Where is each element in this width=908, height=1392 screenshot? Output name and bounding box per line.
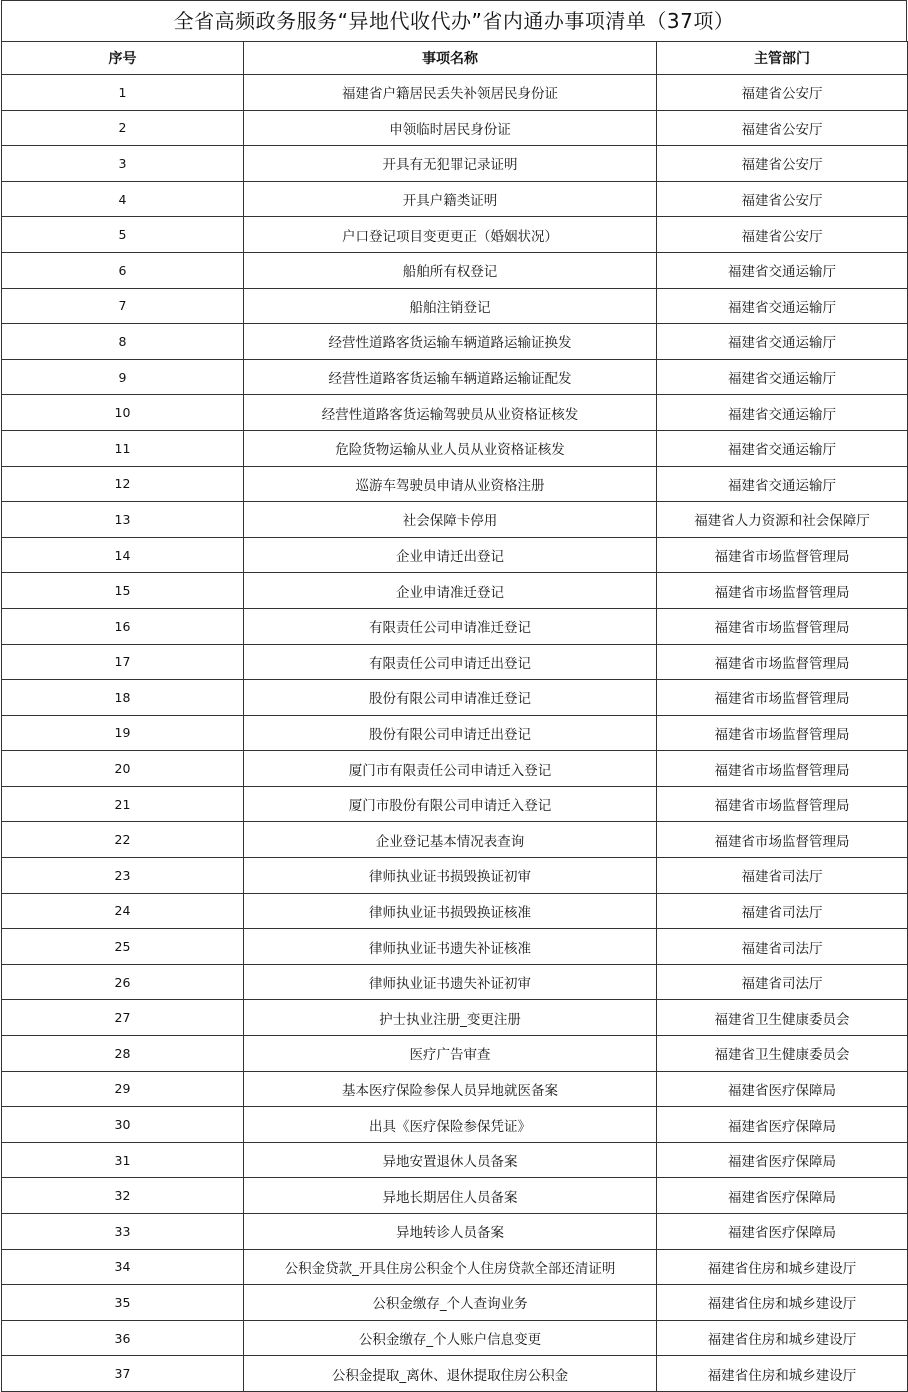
cell-dept: 福建省市场监督管理局 [657,608,908,644]
cell-name: 经营性道路客货运输车辆道路运输证配发 [244,359,657,395]
cell-dept: 福建省司法厅 [657,929,908,965]
cell-dept: 福建省市场监督管理局 [657,715,908,751]
cell-dept: 福建省司法厅 [657,964,908,1000]
cell-dept: 福建省交通运输厅 [657,359,908,395]
table-row [2,1000,908,1036]
cell-no: 16 [2,608,244,644]
cell-name: 危险货物运输从业人员从业资格证核发 [244,430,657,466]
cell-dept: 福建省住房和城乡建设厅 [657,1356,908,1392]
cell-no: 5 [2,217,244,253]
table-row [2,430,908,466]
header-name: 事项名称 [244,42,657,75]
cell-no: 34 [2,1249,244,1285]
cell-name: 护士执业注册_变更注册 [244,1000,657,1036]
cell-no: 36 [2,1320,244,1356]
cell-dept: 福建省住房和城乡建设厅 [657,1285,908,1321]
cell-no: 9 [2,359,244,395]
table-row [2,1285,908,1321]
cell-no: 28 [2,1036,244,1072]
cell-no: 29 [2,1071,244,1107]
cell-dept: 福建省卫生健康委员会 [657,1000,908,1036]
table-row [2,929,908,965]
cell-no: 8 [2,324,244,360]
cell-dept: 福建省医疗保障局 [657,1071,908,1107]
cell-name: 厦门市有限责任公司申请迁入登记 [244,751,657,787]
cell-name: 巡游车驾驶员申请从业资格注册 [244,466,657,502]
page-title: 全省高频政务服务“异地代收代办”省内通办事项清单（37项） [1,0,907,41]
cell-name: 基本医疗保险参保人员异地就医备案 [244,1071,657,1107]
table-row [2,715,908,751]
cell-no: 14 [2,537,244,573]
cell-name: 公积金缴存_个人账户信息变更 [244,1320,657,1356]
cell-dept: 福建省市场监督管理局 [657,786,908,822]
table-row [2,1071,908,1107]
cell-no: 25 [2,929,244,965]
table-row [2,858,908,894]
table-row [2,395,908,431]
table-row [2,181,908,217]
table-row [2,893,908,929]
cell-no: 2 [2,110,244,146]
cell-name: 律师执业证书遗失补证初审 [244,964,657,1000]
table-row [2,644,908,680]
cell-dept: 福建省公安厅 [657,217,908,253]
cell-no: 26 [2,964,244,1000]
cell-name: 户口登记项目变更更正（婚姻状况） [244,217,657,253]
table-row [2,608,908,644]
cell-name: 公积金贷款_开具住房公积金个人住房贷款全部还清证明 [244,1249,657,1285]
cell-no: 33 [2,1214,244,1250]
table-row [2,786,908,822]
cell-no: 27 [2,1000,244,1036]
cell-name: 医疗广告审查 [244,1036,657,1072]
cell-name: 经营性道路客货运输驾驶员从业资格证核发 [244,395,657,431]
cell-name: 律师执业证书损毁换证初审 [244,858,657,894]
cell-dept: 福建省交通运输厅 [657,430,908,466]
cell-dept: 福建省公安厅 [657,110,908,146]
cell-no: 32 [2,1178,244,1214]
cell-dept: 福建省市场监督管理局 [657,680,908,716]
cell-no: 6 [2,252,244,288]
items-table [1,41,908,1392]
cell-dept: 福建省司法厅 [657,893,908,929]
table-row [2,252,908,288]
cell-dept: 福建省公安厅 [657,181,908,217]
cell-dept: 福建省医疗保障局 [657,1214,908,1250]
table-row [2,75,908,111]
table-row [2,537,908,573]
document-sheet [1,0,907,1392]
table-row [2,1320,908,1356]
cell-no: 11 [2,430,244,466]
cell-no: 17 [2,644,244,680]
cell-dept: 福建省公安厅 [657,146,908,182]
table-row [2,1214,908,1250]
cell-no: 13 [2,502,244,538]
cell-dept: 福建省交通运输厅 [657,395,908,431]
cell-name: 福建省户籍居民丢失补领居民身份证 [244,75,657,111]
cell-dept: 福建省交通运输厅 [657,324,908,360]
cell-dept: 福建省市场监督管理局 [657,644,908,680]
cell-name: 开具有无犯罪记录证明 [244,146,657,182]
table-row [2,110,908,146]
table-body [2,75,908,1392]
cell-name: 异地转诊人员备案 [244,1214,657,1250]
table-row [2,964,908,1000]
table-row [2,1142,908,1178]
table-row [2,146,908,182]
cell-dept: 福建省医疗保障局 [657,1142,908,1178]
table-row [2,1036,908,1072]
cell-name: 企业登记基本情况表查询 [244,822,657,858]
cell-no: 21 [2,786,244,822]
cell-name: 船舶所有权登记 [244,252,657,288]
cell-name: 律师执业证书遗失补证核准 [244,929,657,965]
table-row [2,217,908,253]
cell-name: 企业申请迁出登记 [244,537,657,573]
table-row [2,288,908,324]
table-row [2,822,908,858]
table-row [2,1107,908,1143]
cell-dept: 福建省卫生健康委员会 [657,1036,908,1072]
table-row [2,573,908,609]
cell-name: 有限责任公司申请迁出登记 [244,644,657,680]
cell-no: 12 [2,466,244,502]
cell-no: 35 [2,1285,244,1321]
cell-no: 37 [2,1356,244,1392]
cell-no: 22 [2,822,244,858]
cell-dept: 福建省交通运输厅 [657,252,908,288]
cell-name: 异地安置退休人员备案 [244,1142,657,1178]
cell-dept: 福建省人力资源和社会保障厅 [657,502,908,538]
cell-no: 30 [2,1107,244,1143]
cell-name: 异地长期居住人员备案 [244,1178,657,1214]
cell-name: 企业申请准迁登记 [244,573,657,609]
cell-dept: 福建省市场监督管理局 [657,537,908,573]
cell-dept: 福建省住房和城乡建设厅 [657,1320,908,1356]
table-row [2,502,908,538]
cell-dept: 福建省市场监督管理局 [657,751,908,787]
cell-no: 19 [2,715,244,751]
cell-no: 4 [2,181,244,217]
cell-name: 厦门市股份有限公司申请迁入登记 [244,786,657,822]
cell-name: 经营性道路客货运输车辆道路运输证换发 [244,324,657,360]
cell-name: 公积金提取_离休、退休提取住房公积金 [244,1356,657,1392]
cell-name: 申领临时居民身份证 [244,110,657,146]
cell-dept: 福建省医疗保障局 [657,1178,908,1214]
cell-no: 20 [2,751,244,787]
cell-no: 24 [2,893,244,929]
table-row [2,680,908,716]
table-row [2,1178,908,1214]
table-row [2,324,908,360]
cell-no: 1 [2,75,244,111]
table-row [2,466,908,502]
cell-name: 股份有限公司申请准迁登记 [244,680,657,716]
table-row [2,751,908,787]
table-row [2,1356,908,1392]
cell-name: 出具《医疗保险参保凭证》 [244,1107,657,1143]
cell-dept: 福建省交通运输厅 [657,288,908,324]
header-dept: 主管部门 [657,42,908,75]
header-no: 序号 [2,42,244,75]
cell-dept: 福建省公安厅 [657,75,908,111]
cell-name: 股份有限公司申请迁出登记 [244,715,657,751]
table-row [2,1249,908,1285]
table-header-row [2,42,908,75]
cell-dept: 福建省市场监督管理局 [657,573,908,609]
cell-no: 10 [2,395,244,431]
cell-name: 社会保障卡停用 [244,502,657,538]
cell-dept: 福建省交通运输厅 [657,466,908,502]
cell-no: 31 [2,1142,244,1178]
cell-no: 3 [2,146,244,182]
cell-dept: 福建省司法厅 [657,858,908,894]
cell-dept: 福建省医疗保障局 [657,1107,908,1143]
cell-name: 律师执业证书损毁换证核准 [244,893,657,929]
cell-name: 公积金缴存_个人查询业务 [244,1285,657,1321]
cell-name: 有限责任公司申请准迁登记 [244,608,657,644]
cell-no: 7 [2,288,244,324]
cell-name: 船舶注销登记 [244,288,657,324]
table-row [2,359,908,395]
cell-no: 18 [2,680,244,716]
cell-no: 15 [2,573,244,609]
cell-dept: 福建省市场监督管理局 [657,822,908,858]
cell-no: 23 [2,858,244,894]
cell-name: 开具户籍类证明 [244,181,657,217]
cell-dept: 福建省住房和城乡建设厅 [657,1249,908,1285]
